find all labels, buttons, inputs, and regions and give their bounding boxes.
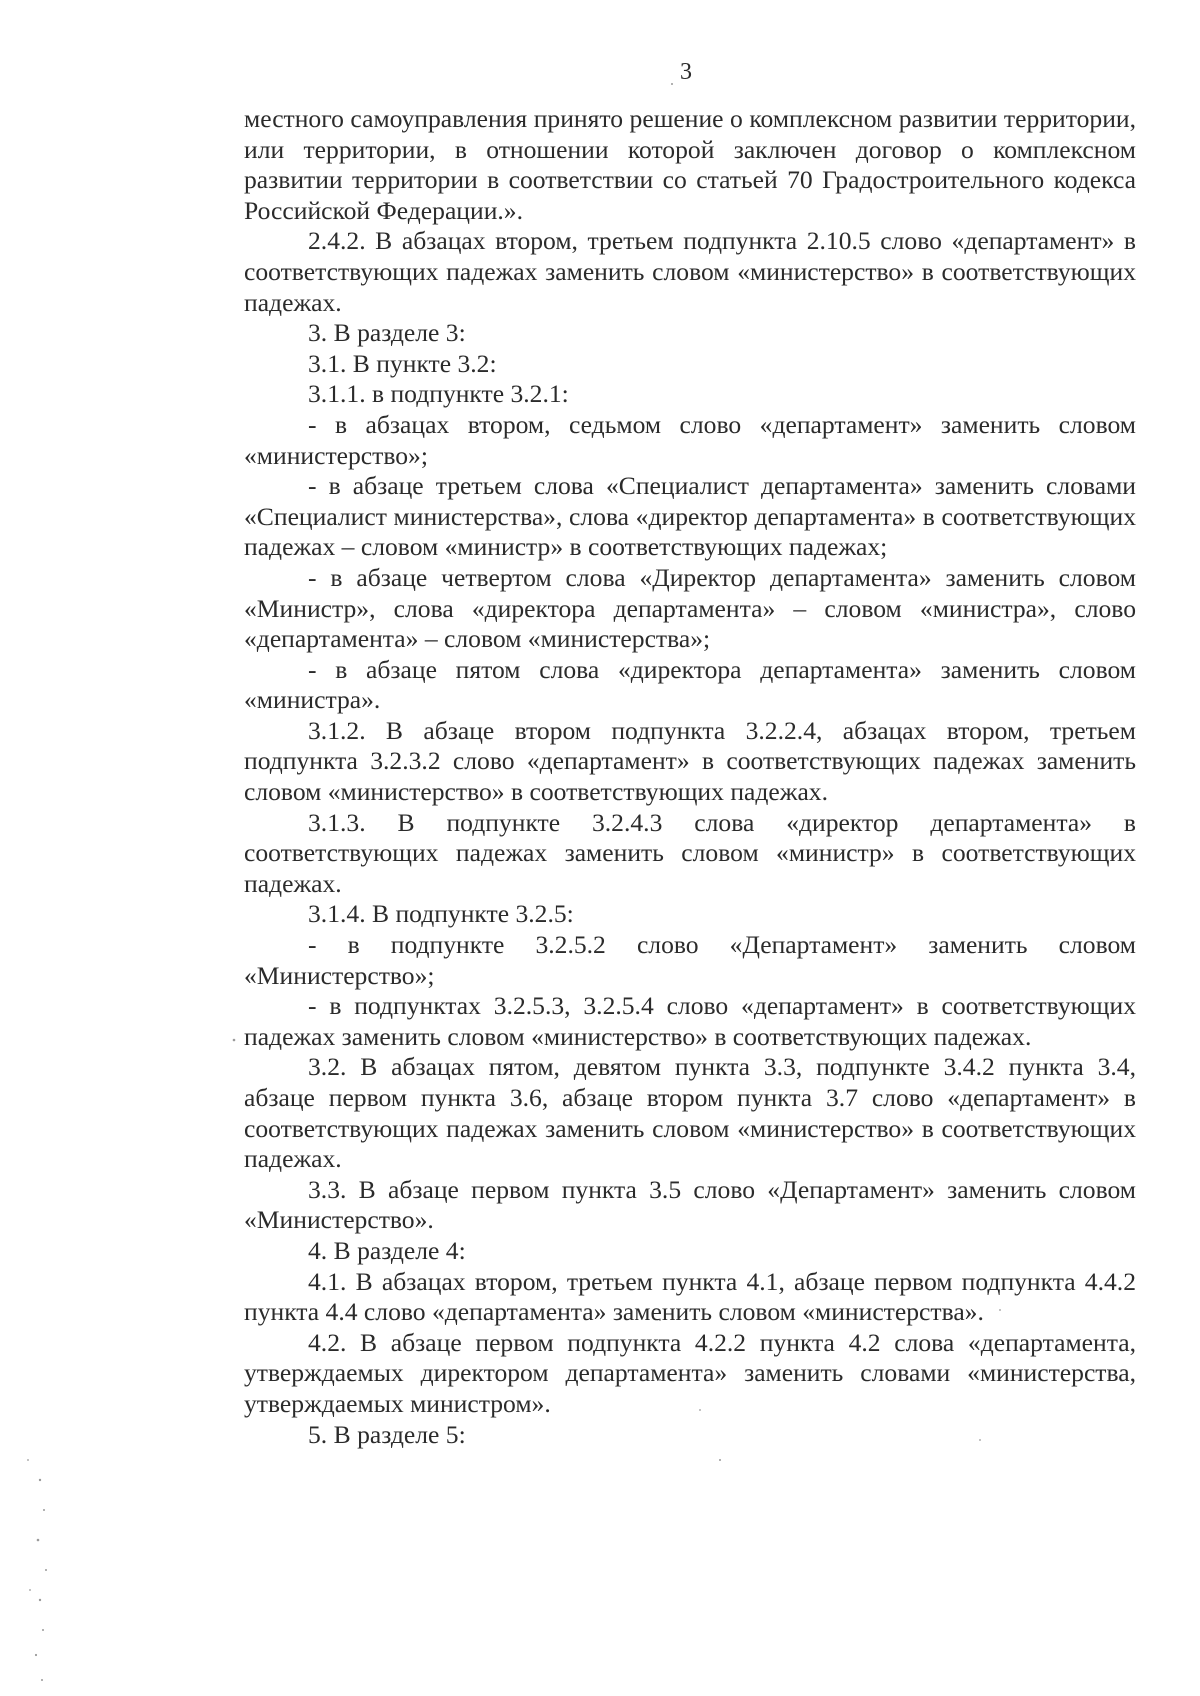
subsection-heading: 3.1. В пункте 3.2: <box>308 348 497 378</box>
section-heading: 3. В разделе 3: <box>308 318 466 348</box>
list-item: - в подпункте 3.2.5.2 слово «Департамент» заменить словом «Министерство»; <box>244 930 1136 990</box>
section-heading: 5. В разделе 5: <box>308 1419 466 1449</box>
list-item: - в абзаце третьем слова «Специалист департамента» заменить словами «Специалист министерства», слова «директор департамента» в соответствующих падежах – словом «министр» в соответствующих падежах; <box>244 471 1136 562</box>
list-item: - в подпунктах 3.2.5.3, 3.2.5.4 слово «департамент» в соответствующих падежах заменить словом «министерство» в соответствующих падежах. <box>244 991 1136 1051</box>
paragraph: 3.2. В абзацах пятом, девятом пункта 3.3, подпункте 3.4.2 пункта 3.4, абзаце первом пункта 3.6, абзаце втором пункта 3.7 слово «департамент» в соответствующих падежах заменить словом «министерство» в соответствующих падежах. <box>244 1052 1136 1174</box>
list-item: - в абзаце пятом слова «директора департамента» заменить словом «министра». <box>244 654 1136 715</box>
document-body <box>244 104 1136 1450</box>
list-item: - в абзацах втором, седьмом слово «департамент» заменить словом «министерство»; <box>244 409 1136 470</box>
list-item: - в абзаце четвертом слова «Директор департамента» заменить словом «Министр», слова «директора департамента» – словом «министра», слово «департамента» – словом «министерства»; <box>244 562 1136 654</box>
paragraph: 2.4.2. В абзацах втором, третьем подпункта 2.10.5 слово «департамент» в соответствующих падежах заменить словом «министерство» в соответствующих падежах. <box>244 226 1136 317</box>
section-heading: 4. В разделе 4: <box>308 1235 466 1265</box>
paragraph: 4.2. В абзаце первом подпункта 4.2.2 пункта 4.2 слова «департамента, утверждаемых директором департамента» заменить словами «министерства, утверждаемых министром». <box>244 1327 1136 1418</box>
paragraph: 3.1.2. В абзаце втором подпункта 3.2.2.4, абзацах втором, третьем подпункта 3.2.3.2 слово «департамент» в соответствующих падежах заменить словом «министерство» в соответствующих падежах. <box>244 715 1136 807</box>
subsection-heading: 3.1.4. В подпункте 3.2.5: <box>308 899 574 929</box>
page-number: 3 <box>680 59 692 85</box>
paragraph: местного самоуправления принято решение о комплексном развитии территории, или территории, в отношении которой заключен договор о комплексном развитии территории в соответствии со статьей 70 Градостроительного кодекса Российской Федерации.». <box>244 104 1136 225</box>
subsection-heading: 3.1.1. в подпункте 3.2.1: <box>308 379 569 409</box>
paragraph: 3.1.3. В подпункте 3.2.4.3 слова «директор департамента» в соответствующих падежах заменить словом «министр» в соответствующих падежах. <box>244 807 1136 898</box>
paragraph: 3.3. В абзаце первом пункта 3.5 слово «Департамент» заменить словом «Министерство». <box>244 1174 1136 1235</box>
paragraph: 4.1. В абзацах втором, третьем пункта 4.1, абзаце первом подпункта 4.4.2 пункта 4.4 слово «департамента» заменить словом «министерства». <box>244 1266 1136 1327</box>
